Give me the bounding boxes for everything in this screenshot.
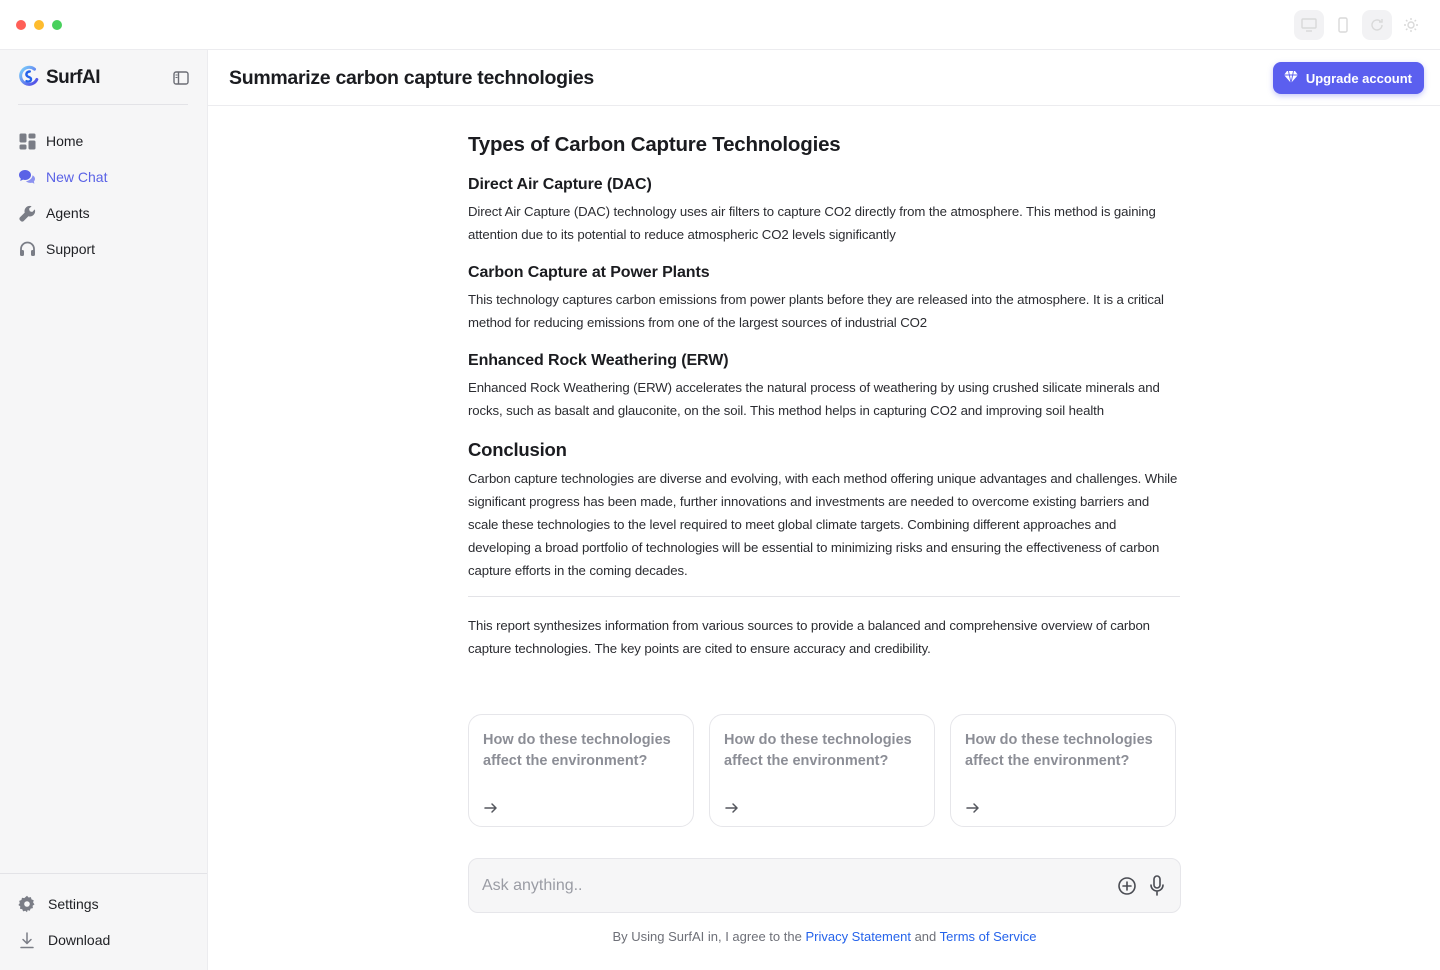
sidebar-toggle-icon[interactable] (172, 69, 190, 87)
suggestions (468, 714, 1180, 827)
ask-input[interactable] (482, 859, 1102, 912)
section-body: Direct Air Capture (DAC) technology uses air filters to capture CO2 directly from the atmosphere. This method is gaining attention due to its potential to reduce atmospheric CO2 levels significantly (468, 204, 1156, 242)
upgrade-account-button[interactable] (1273, 62, 1424, 94)
page-title: Summarize carbon capture technologies (229, 67, 594, 89)
arrow-right-icon (483, 800, 499, 816)
chat-response (468, 106, 1180, 660)
maximize-window-button[interactable] (52, 20, 62, 30)
window-titlebar (0, 0, 1440, 50)
diamond-icon (1283, 70, 1299, 87)
sidebar-bottom-nav (18, 886, 190, 958)
section-title: Enhanced Rock Weathering (ERW) (468, 352, 729, 369)
suggestion-card[interactable] (950, 714, 1176, 827)
chat-bubbles-icon (18, 168, 36, 186)
wrench-icon (18, 204, 36, 222)
sidebar-item-label: Support (46, 241, 96, 257)
arrow-right-icon (724, 800, 740, 816)
sidebar (0, 50, 208, 970)
close-window-button[interactable] (16, 20, 26, 30)
conclusion-body: Carbon capture technologies are diverse and evolving, with each method offering unique advantages and challenges. While significant progress has been made, further innovations and investments are needed to overcome existing barriers and scale these technologies to the level required to meet global climate targets. Combining different approaches and developing a broad portfolio of technologies will be essential to minimizing risks and ensuring the effectiveness of carbon capture efforts in the coming decades. (468, 471, 1178, 578)
surfai-logo-icon (18, 65, 40, 92)
grid-icon (18, 132, 36, 150)
desktop-view-icon[interactable] (1294, 10, 1324, 40)
terms-prefix: By Using SurfAI in, I agree to the (612, 929, 802, 944)
sidebar-item-label: Home (46, 133, 84, 149)
suggestion-card[interactable] (709, 714, 935, 827)
suggestion-text: How do these technologies affect the environment? (965, 732, 1153, 769)
add-attachment-icon[interactable] (1117, 876, 1137, 896)
terms-notice (468, 929, 1181, 944)
window-toolbar (1294, 10, 1426, 40)
sidebar-item-label: Settings (48, 896, 99, 912)
chat-header (208, 50, 1440, 106)
sidebar-bottom-divider (0, 873, 207, 874)
sidebar-nav (18, 123, 190, 267)
download-icon (18, 931, 36, 949)
upgrade-account-label: Upgrade account (1305, 70, 1412, 86)
composer (468, 858, 1181, 913)
sidebar-item-support[interactable] (18, 231, 190, 267)
brand[interactable] (18, 66, 100, 90)
suggestion-text: How do these technologies affect the environment? (483, 732, 671, 769)
sidebar-item-label: Download (48, 932, 111, 948)
sidebar-item-label: New Chat (46, 169, 108, 185)
sidebar-divider (18, 104, 188, 105)
sidebar-item-download[interactable] (18, 922, 190, 958)
privacy-statement-link[interactable]: Privacy Statement (805, 929, 911, 944)
brand-name: SurfAI (46, 67, 100, 88)
section-body: Enhanced Rock Weathering (ERW) accelerates the natural process of weathering by using crushed silicate minerals and rocks, such as basalt and glauconite, on the soil. This method helps in capturing CO2 and improving soil health (468, 380, 1160, 418)
mobile-view-icon[interactable] (1328, 10, 1358, 40)
report-summary: This report synthesizes information from various sources to provide a balanced and comprehensive overview of carbon capture technologies. The key points are cited to ensure accuracy and credibility. (468, 618, 1150, 656)
sidebar-item-new-chat[interactable] (18, 159, 190, 195)
gear-icon (18, 895, 36, 913)
suggestion-card[interactable] (468, 714, 694, 827)
sidebar-item-agents[interactable] (18, 195, 190, 231)
suggestion-text: How do these technologies affect the environment? (724, 732, 912, 769)
sidebar-item-label: Agents (46, 205, 90, 221)
section-title: Carbon Capture at Power Plants (468, 264, 710, 281)
microphone-icon[interactable] (1148, 875, 1166, 897)
arrow-right-icon (965, 800, 981, 816)
minimize-window-button[interactable] (34, 20, 44, 30)
section-body: This technology captures carbon emissions from power plants before they are released into the atmosphere. It is a critical method for reducing emissions from one of the largest sources of industrial CO2 (468, 292, 1164, 330)
terms-of-service-link[interactable]: Terms of Service (939, 929, 1037, 944)
theme-icon[interactable] (1396, 10, 1426, 40)
sidebar-item-home[interactable] (18, 123, 190, 159)
terms-and: and (914, 929, 937, 944)
section-title: Direct Air Capture (DAC) (468, 176, 652, 193)
content-divider (468, 596, 1180, 597)
headset-icon (18, 240, 36, 258)
response-heading: Types of Carbon Capture Technologies (468, 133, 841, 156)
refresh-icon[interactable] (1362, 10, 1392, 40)
conclusion-heading: Conclusion (468, 439, 567, 460)
sidebar-item-settings[interactable] (18, 886, 190, 922)
